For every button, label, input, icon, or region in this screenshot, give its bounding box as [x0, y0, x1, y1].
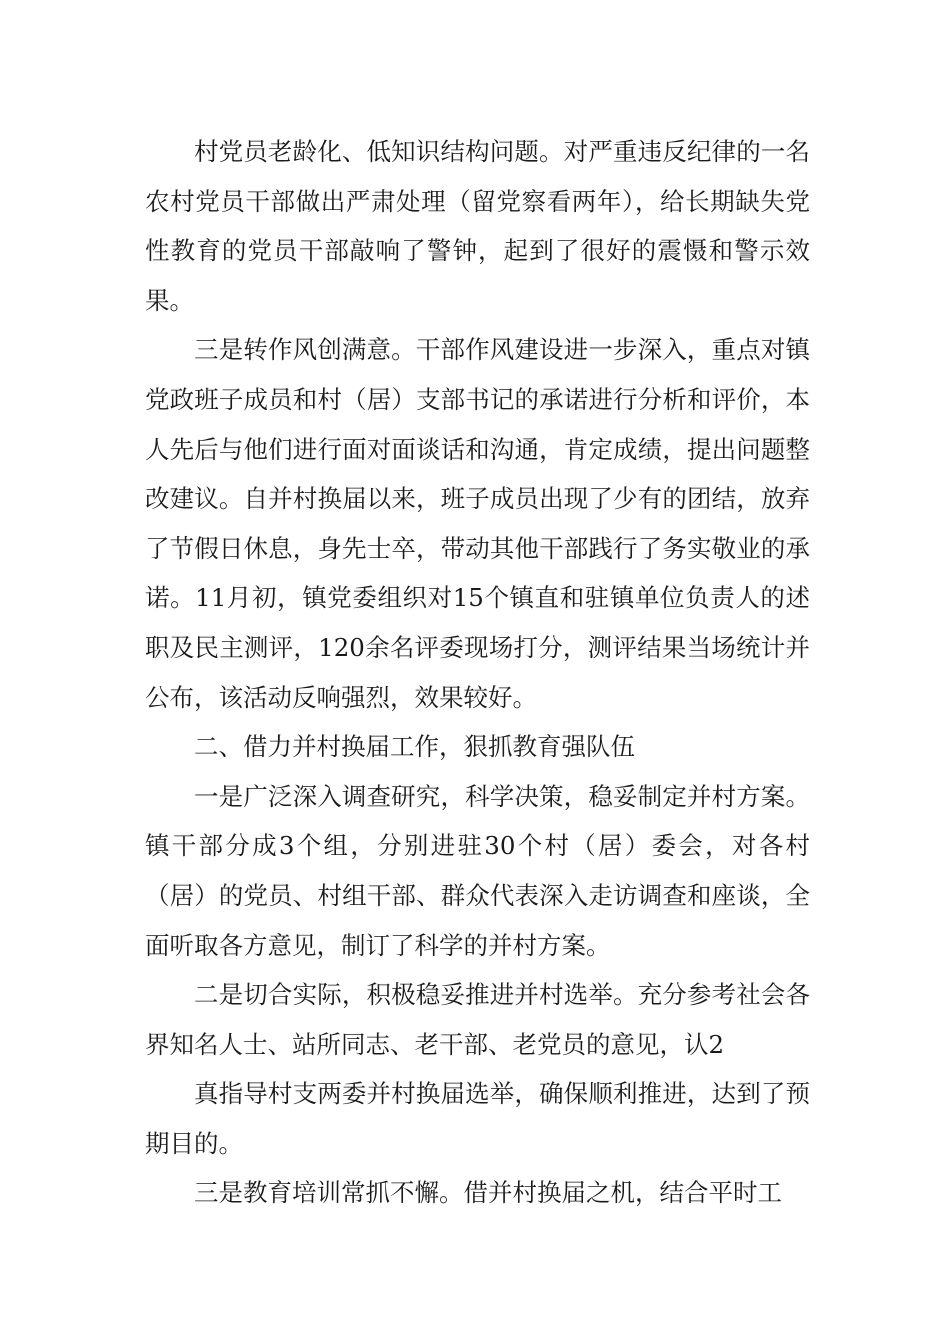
paragraph-party-member-aging: 村党员老龄化、低知识结构问题。对严重违反纪律的一名农村党员干部做出严肃处理（留党察看两年），给长期缺失党性教育的党员干部敲响了警钟，起到了很好的震慑和警示效果。	[145, 137, 810, 315]
paragraph-guidance: 真指导村支两委并村换届选举，确保顺利推进，达到了预期目的。	[145, 1079, 810, 1158]
document-body	[145, 127, 810, 1218]
paragraph-work-style: 三是转作风创满意。干部作风建设进一步深入，重点对镇党政班子成员和村（居）支部书记的承诺进行分析和评价，本人先后与他们进行面对面谈话和沟通，肯定成绩，提出问题整改建议。自并村换届以来，班子成员出现了少有的团结，放弃了节假日休息，身先士卒，带动其他干部践行了务实敬业的承诺。11月初，镇党委组织对15个镇直和驻镇单位负责人的述职及民主测评，120余名评委现场打分，测评结果当场统计并公布，该活动反响强烈，效果较好。	[145, 335, 810, 712]
section-heading-two: 二、借力并村换届工作，狠抓教育强队伍	[194, 732, 635, 762]
paragraph-training: 三是教育培训常抓不懈。借并村换届之机，结合平时工	[194, 1178, 782, 1208]
paragraph-election: 二是切合实际，积极稳妥推进并村选举。充分参考社会各界知名人士、站所同志、老干部、老党员的意见，认2	[145, 980, 810, 1059]
paragraph-investigation: 一是广泛深入调查研究，科学决策，稳妥制定并村方案。镇干部分成3个组，分别进驻30个村（居）委会，对各村（居）的党员、村组干部、群众代表深入走访调查和座谈，全面听取各方意见，制订了科学的并村方案。	[145, 781, 810, 960]
